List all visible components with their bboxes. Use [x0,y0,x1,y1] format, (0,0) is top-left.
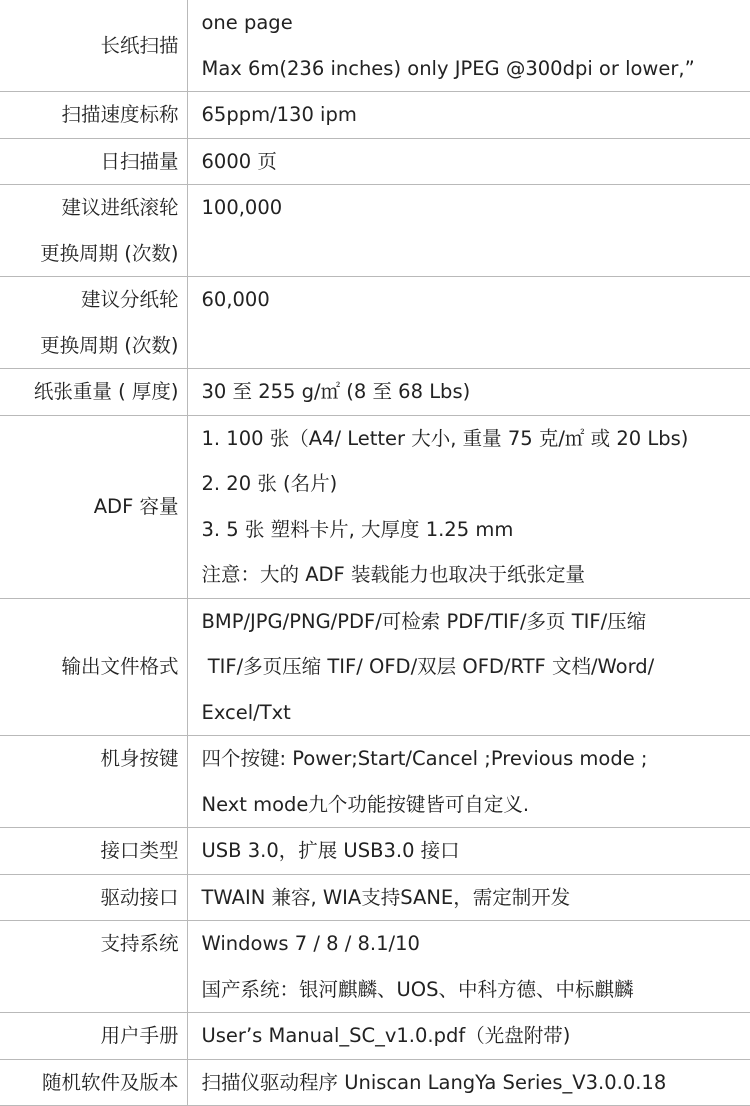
spec-row-interface [0,828,750,875]
spec-label-line: 长纸扫描 [100,33,179,57]
spec-row-adf-capacity [0,415,750,598]
spec-label-line: 输出文件格式 [61,655,179,678]
spec-label-line: 接口类型 [100,839,179,862]
spec-row-output-formats [0,598,750,736]
spec-row-paper-weight [0,369,750,416]
spec-value [187,138,750,185]
spec-label-line: 建议进纸滚轮 [61,196,179,219]
spec-value-line: Excel/Txt [201,700,291,724]
spec-row-user-manual [0,1013,750,1060]
spec-label-line: 随机软件及版本 [41,1070,179,1094]
spec-label [0,1013,187,1060]
spec-label [0,0,187,92]
spec-value [187,1059,750,1106]
spec-value-line: 65ppm/130 ipm [201,103,357,126]
spec-value [187,1013,750,1060]
spec-value-line: Windows 7 / 8 / 8.1/10 [201,932,420,955]
spec-value [187,277,750,369]
spec-value-line: BMP/JPG/PNG/PDF/可检索 PDF/TIF/多页 TIF/压缩 [201,609,647,633]
spec-value-line: 100,000 [201,196,283,219]
spec-value-line: TIF/多页压缩 TIF/ OFD/双层 OFD/RTF 文档/Word/ [201,655,655,678]
spec-label [0,874,187,921]
spec-value [187,874,750,921]
spec-label-line: 用户手册 [100,1024,179,1047]
spec-row-daily-volume [0,138,750,185]
spec-row-long-paper [0,0,750,92]
spec-label [0,828,187,875]
spec-value-line: 2. 20 张 (名片) [201,472,338,495]
spec-row-scan-speed [0,92,750,139]
spec-label-line: 扫描速度标称 [61,103,179,126]
spec-value-line: Next mode九个功能按键皆可自定义. [201,792,530,816]
spec-label-line: 纸张重量 ( 厚度) [33,380,179,403]
spec-value [187,736,750,828]
spec-row-bundled-software [0,1059,750,1106]
spec-value-line: USB 3.0，扩展 USB3.0 接口 [201,839,460,862]
spec-row-driver-interface [0,874,750,921]
spec-label-line: 机身按键 [100,747,179,770]
spec-label-line: 建议分纸轮 [80,288,179,311]
spec-value-line: 3. 5 张 塑料卡片, 大厚度 1.25 mm [201,517,514,541]
spec-value-line: 30 至 255 g/㎡ (8 至 68 Lbs) [201,380,471,403]
spec-label [0,185,187,277]
spec-value [187,92,750,139]
spec-value-line: one page [201,11,293,34]
spec-row-feed-roller-cycle [0,185,750,277]
spec-value [187,185,750,277]
spec-label [0,277,187,369]
spec-value-line: 国产系统：银河麒麟、UOS、中科方德、中标麒麟 [201,977,634,1001]
spec-value-line: 扫描仪驱动程序 Uniscan LangYa Series_V3.0.0.18 [201,1070,667,1094]
spec-value-line: Max 6m(236 inches) only JPEG @300dpi or lower,” [201,56,695,80]
spec-label [0,1059,187,1106]
spec-row-buttons [0,736,750,828]
spec-value-line: 1. 100 张（A4/ Letter 大小, 重量 75 克/㎡ 或 20 Lbs) [201,426,689,450]
spec-value [187,369,750,416]
spec-value [187,415,750,598]
spec-label [0,369,187,416]
spec-value [187,598,750,736]
spec-value [187,0,750,92]
spec-value-line: 6000 页 [201,149,277,173]
spec-label-line: 更换周期 (次数) [40,241,179,265]
spec-label-line: 日扫描量 [100,149,179,173]
spec-row-separation-roller-cycle [0,277,750,369]
spec-label-line: 更换周期 (次数) [40,333,179,357]
spec-value-line: 四个按键: Power;Start/Cancel ;Previous mode ; [201,747,648,770]
spec-value-line: TWAIN 兼容, WIA支持SANE，需定制开发 [201,885,571,909]
spec-value-line: User’s Manual_SC_v1.0.pdf（光盘附带) [201,1024,571,1047]
spec-value-line: 60,000 [201,288,270,311]
spec-value-line: 注意：大的 ADF 装载能力也取决于纸张定量 [201,563,585,586]
spec-label [0,736,187,828]
spec-label [0,92,187,139]
spec-label-line: 驱动接口 [100,885,179,909]
spec-label [0,598,187,736]
spec-label-line: ADF 容量 [93,494,179,518]
spec-label [0,415,187,598]
spec-value [187,828,750,875]
spec-value [187,921,750,1013]
spec-label [0,921,187,1013]
spec-label [0,138,187,185]
spec-label-line: 支持系统 [100,932,179,955]
spec-row-supported-systems [0,921,750,1013]
